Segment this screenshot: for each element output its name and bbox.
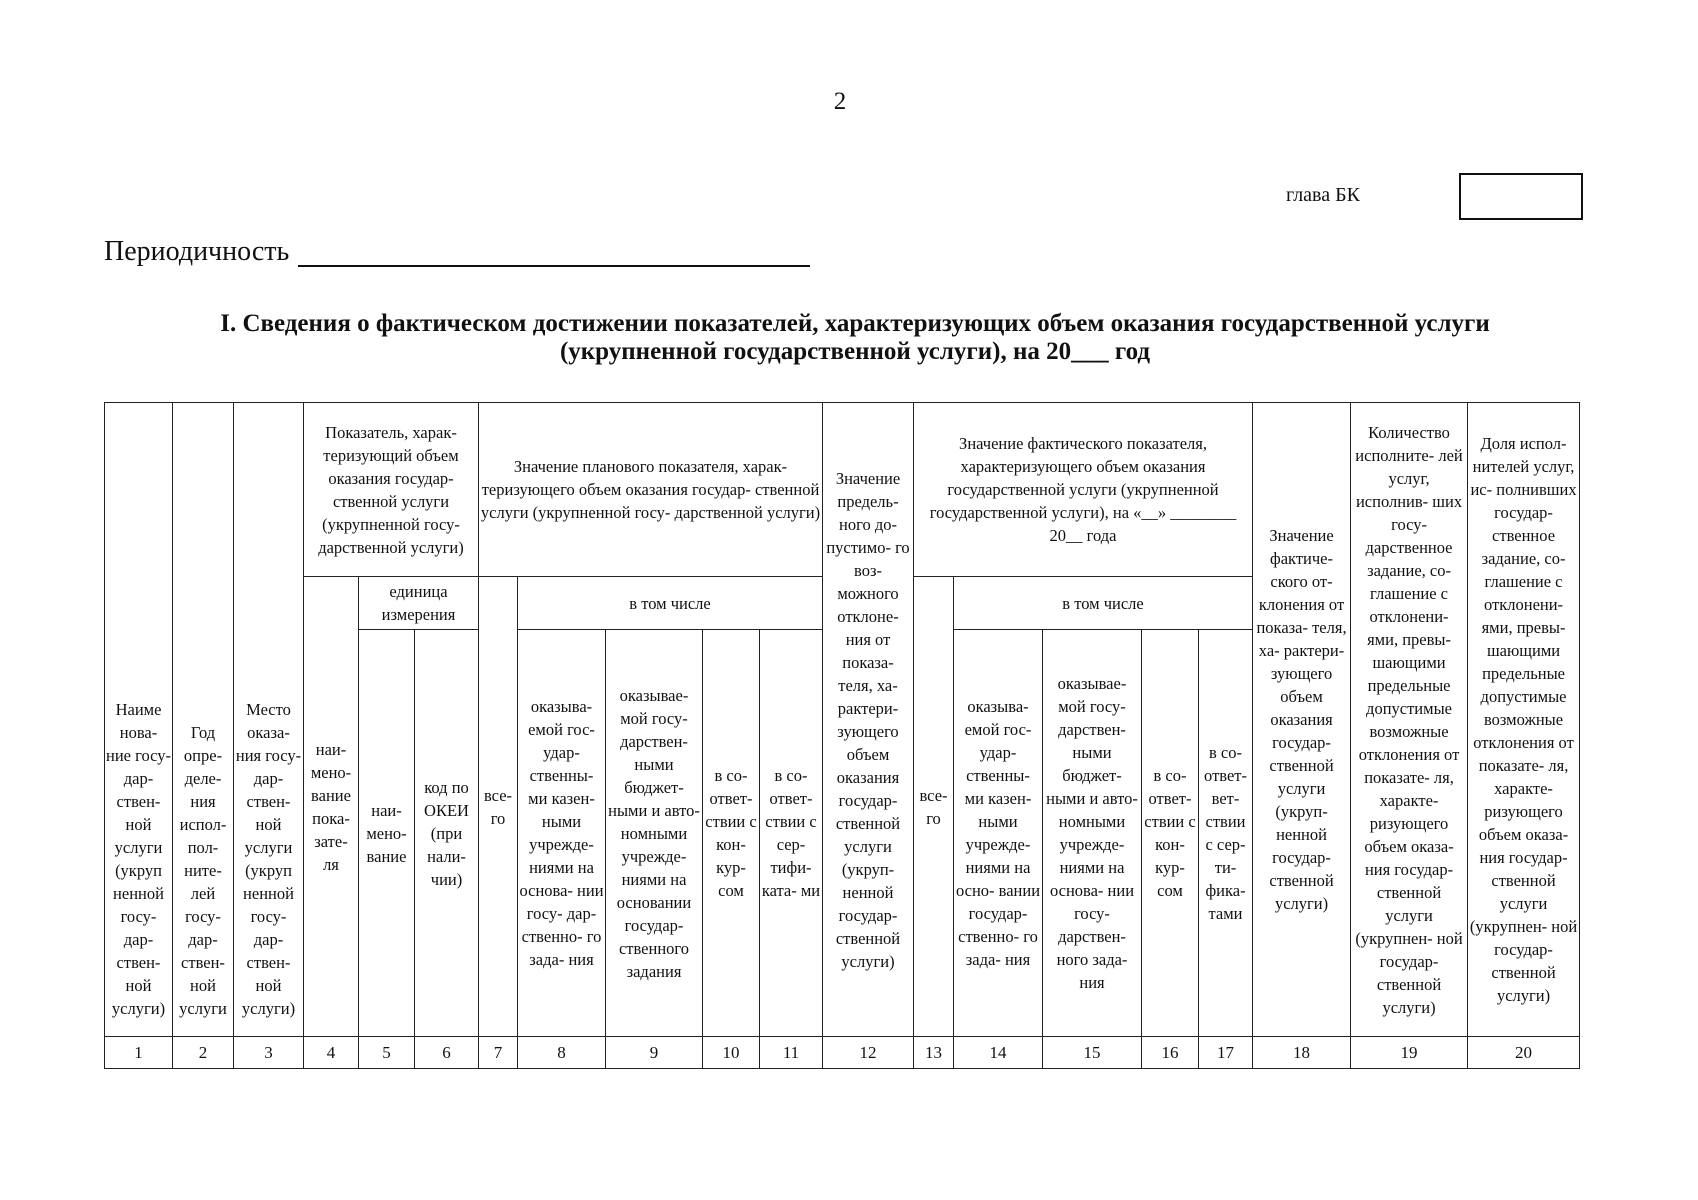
- column-number: 15: [1043, 1037, 1142, 1069]
- column-number: 19: [1351, 1037, 1468, 1069]
- section-title: [60, 310, 1650, 366]
- header-fact-state-institutions: оказыва- емой гос- удар- ственны- ми казен- ными учрежде- ниями на осно- вании государ- ственно- го зада- ния: [954, 630, 1043, 1037]
- column-number: 18: [1253, 1037, 1351, 1069]
- section-title-line1: I. Сведения о фактическом достижении показателей, характеризующих объем оказания государственной услуги: [220, 310, 1490, 337]
- column-number: 3: [234, 1037, 304, 1069]
- section-title-line2: (укрупненной государственной услуги), на 20___ год: [559, 338, 1151, 365]
- periodicity-line[interactable]: [298, 265, 810, 267]
- periodicity-label: Периодичность: [104, 236, 290, 267]
- header-executors-count: Количество исполните- лей услуг, исполнив- ших госу- дарственное задание, со- глашение с отклонени- ями, превы- шающими предельные допустимые возможные отклонения от показате- ля, характе- ризующего объем оказа- ния государ- ственной услуги (укрупнен- ной государ- ственной услуги): [1351, 403, 1468, 1037]
- column-number: 11: [760, 1037, 823, 1069]
- header-unit-okei: код по ОКЕИ (при нали- чии): [415, 630, 479, 1037]
- header-max-deviation: Значение предель- ного до- пустимо- го воз- можного отклоне- ния от показа- теля, ха- рактери- зующего объем оказания государ- ственной услуги (укруп- ненной государ- ственной услуги): [823, 403, 914, 1037]
- column-number: 7: [479, 1037, 518, 1069]
- page-number: 2: [833, 88, 847, 115]
- header-plan-budget-institutions: оказывае- мой госу- дарствен- ными бюджет- ными и авто- номными учрежде- ниями на основании государ- ственного задания: [606, 630, 703, 1037]
- header-service-name: Наиме нова- ние госу- дар- ствен- ной услуги (укруп ненной госу- дар- ствен- ной услуги): [105, 403, 173, 1037]
- header-indicator-group: Показатель, харак- теризующий объем оказания государ- ственной услуги (укрупненной госу- дарственной услуги): [304, 403, 479, 577]
- header-year: Год опре- деле- ния испол- пол- ните- лей госу- дар- ствен- ной услуги: [173, 403, 234, 1037]
- column-number: 1: [105, 1037, 173, 1069]
- header-plan-total: все- го: [479, 577, 518, 1037]
- header-plan-competition: в со- ответ- ствии с кон- кур- сом: [703, 630, 760, 1037]
- header-plan-group: Значение планового показателя, харак- теризующего объем оказания государ- ственной услуги (укрупненной госу- дарственной услуги): [479, 403, 823, 577]
- column-number: 16: [1142, 1037, 1199, 1069]
- header-place: Место оказа- ния госу- дар- ствен- ной услуги (укруп ненной госу- дар- ствен- ной услуги): [234, 403, 304, 1037]
- header-fact-competition: в со- ответ- ствии с кон- кур- сом: [1142, 630, 1199, 1037]
- column-number: 10: [703, 1037, 760, 1069]
- column-number: 14: [954, 1037, 1043, 1069]
- header-fact-including: в том числе: [954, 577, 1253, 630]
- header-executors-share: Доля испол- нителей услуг, ис- полнивших государ- ственное задание, со- глашение с отклонени- ями, превы- шающими предельные допустимые возможные отклонения от показате- ля, характе- ризующего объем оказа- ния государ- ственной услуги (укрупнен- ной государ- ственной услуги): [1468, 403, 1580, 1037]
- column-number: 9: [606, 1037, 703, 1069]
- header-unit-group: единица измерения: [359, 577, 479, 630]
- column-number: 5: [359, 1037, 415, 1069]
- column-number: 13: [914, 1037, 954, 1069]
- column-number: 17: [1199, 1037, 1253, 1069]
- header-fact-budget-institutions: оказывае- мой госу- дарствен- ными бюджет- ными и авто- номными учрежде- ниями на основа- нии госу- дарствен- ного зада- ния: [1043, 630, 1142, 1037]
- header-fact-total: все- го: [914, 577, 954, 1037]
- column-number: 2: [173, 1037, 234, 1069]
- chapter-label: глава БК: [1286, 184, 1360, 206]
- column-number: 20: [1468, 1037, 1580, 1069]
- column-number: 4: [304, 1037, 359, 1069]
- column-number: 12: [823, 1037, 914, 1069]
- header-fact-deviation: Значение фактиче- ского от- клонения от показа- теля, ха- рактери- зующего объем оказания государ- ственной услуги (укруп- ненной государ- ственной услуги): [1253, 403, 1351, 1037]
- column-number: 8: [518, 1037, 606, 1069]
- header-plan-certificates: в со- ответ- ствии с сер- тифи- ката- ми: [760, 630, 823, 1037]
- column-number: 6: [415, 1037, 479, 1069]
- header-plan-state-institutions: оказыва- емой гос- удар- ственны- ми казен- ными учрежде- ниями на основа- нии госу- дар- ственно- го зада- ния: [518, 630, 606, 1037]
- header-fact-group: Значение фактического показателя, характеризующего объем оказания государственной услуги (укрупненной государственной услуги), на «__» ________ 20__ года: [914, 403, 1253, 577]
- chapter-code-box[interactable]: [1459, 173, 1583, 220]
- header-indicator-name: наи- мено- вание пока- зате- ля: [304, 577, 359, 1037]
- header-unit-name: наи- мено- вание: [359, 630, 415, 1037]
- header-plan-including: в том числе: [518, 577, 823, 630]
- header-fact-certificates: в со- ответ- вет- ствии с сер- ти- фика- тами: [1199, 630, 1253, 1037]
- report-table: [104, 402, 1580, 1069]
- column-numbers-row: [105, 1037, 1580, 1069]
